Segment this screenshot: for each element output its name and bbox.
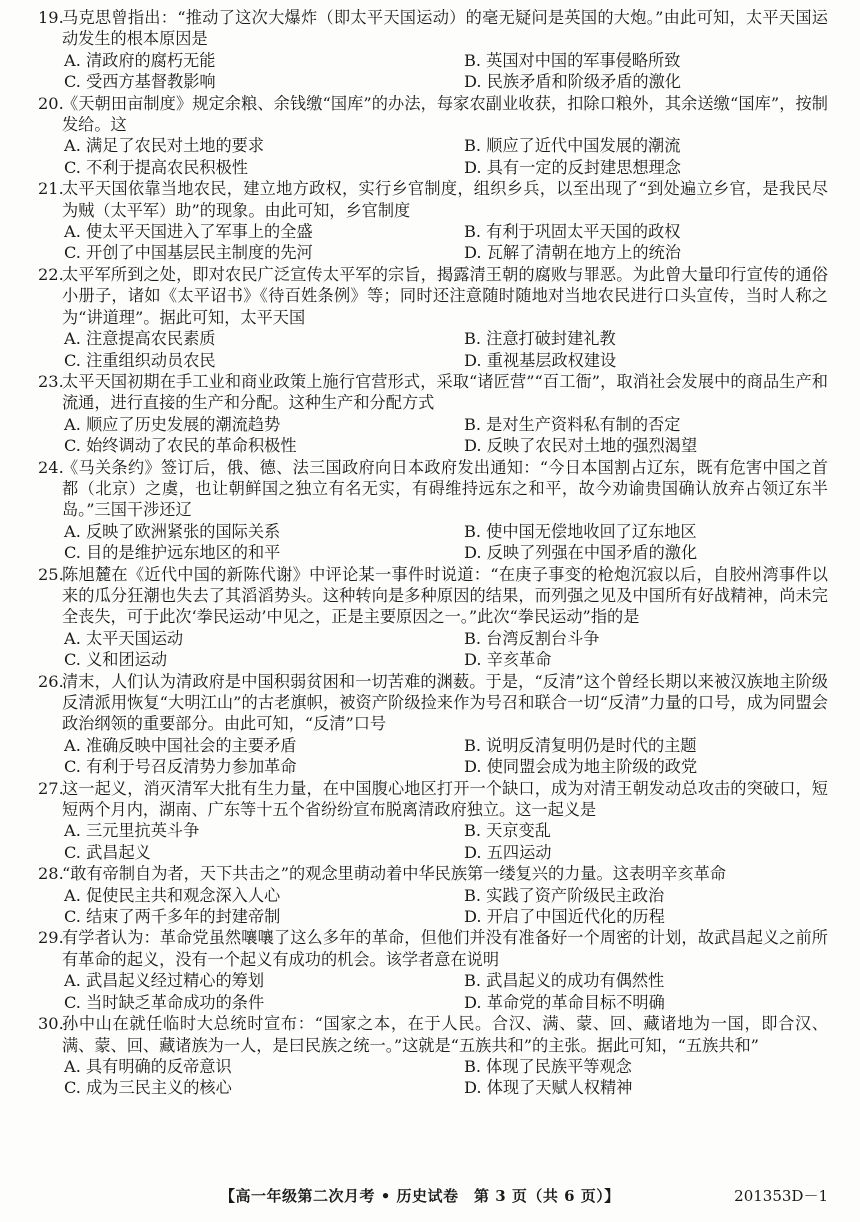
answer-option: C. 目的是维护远东地区的和平	[64, 543, 281, 563]
question-number: 30.	[38, 1014, 64, 1034]
question-number: 19.	[38, 8, 64, 27]
question-text: 马克思曾指出：“推动了这次大爆炸（即太平天国运动）的毫无疑问是英国的大炮。”由此可知，太平天国运动发生的根本原因是	[62, 8, 828, 49]
paper-code: 201353D－1	[734, 1187, 828, 1205]
option-list	[38, 885, 828, 928]
question-number: 21.	[38, 179, 64, 199]
question-stem	[38, 7, 828, 50]
option-list	[38, 735, 828, 778]
question-text: 陈旭麓在《近代中国的新陈代谢》中评论某一事件时说道：“在庚子事变的枪炮沉寂以后，自胶州湾事件以来的瓜分狂潮也失去了其滔滔势头。这种转向是多种原因的结果，而列强之见及中国所有好战精神，尚未完全丧失，可于此次‘拳民运动’中见之，正是主要原因之一。”此次“拳民运动”指的是	[62, 564, 828, 627]
answer-option: C. 注重组织动员农民	[64, 350, 216, 370]
answer-option: B. 顺应了近代中国发展的潮流	[464, 136, 681, 156]
question-item	[38, 93, 828, 179]
answer-option: C. 成为三民主义的核心	[64, 1078, 232, 1098]
page-footer	[0, 1185, 860, 1207]
question-stem	[38, 778, 828, 821]
question-item	[38, 457, 828, 564]
answer-option: A. 促使民主共和观念深入人心	[64, 885, 281, 905]
answer-option: B. 有利于巩固太平天国的政权	[464, 222, 681, 242]
answer-option: A. 反映了欧洲紧张的国际关系	[64, 521, 281, 541]
question-text: 这一起义，消灭清军大批有生力量，在中国腹心地区打开一个缺口，成为对清王朝发动总攻击的突破口，短短两个月内，湖南、广东等十五个省纷纷宣布脱离清政府独立。这一起义是	[62, 778, 828, 820]
question-text: 太平天国依靠当地农民，建立地方政权，实行乡官制度，组织乡兵，以至出现了“到处遍立乡官，是我民尽为贼（太平军）助”的现象。由此可知，乡官制度	[62, 179, 828, 220]
question-number: 22.	[38, 264, 64, 284]
question-text: “敢有帝制自为者，天下共击之”的观念里萌动着中华民族第一缕复兴的力量。这表明辛亥革命	[62, 864, 727, 884]
question-item	[38, 778, 828, 864]
answer-option: A. 准确反映中国社会的主要矛盾	[64, 735, 297, 755]
answer-option: D. 使同盟会成为地主阶级的政党	[464, 757, 698, 777]
question-number: 27.	[38, 778, 64, 798]
answer-option: A. 清政府的腐朽无能	[64, 50, 216, 70]
answer-option: D. 辛亥革命	[464, 650, 552, 670]
answer-option: A. 武昌起义经过精心的筹划	[64, 971, 265, 991]
answer-option: D. 开启了中国近代化的历程	[464, 907, 665, 927]
question-stem	[38, 371, 828, 414]
question-stem	[38, 1013, 828, 1056]
question-item	[38, 7, 828, 93]
question-stem	[38, 863, 828, 884]
answer-option: B. 体现了民族平等观念	[464, 1056, 632, 1076]
question-list	[38, 7, 828, 1099]
answer-option: D. 瓦解了清朝在地方上的统治	[464, 243, 681, 263]
question-stem	[38, 564, 828, 628]
answer-option: B. 武昌起义的成功有偶然性	[464, 971, 665, 991]
option-list	[38, 221, 828, 264]
answer-option: D. 重视基层政权建设	[464, 350, 617, 370]
answer-option: A. 顺应了历史发展的潮流趋势	[64, 414, 281, 434]
answer-option: C. 开创了中国基层民主制度的先河	[64, 243, 313, 263]
question-item	[38, 863, 828, 927]
answer-option: C. 武昌起义	[64, 842, 151, 862]
question-stem	[38, 457, 828, 521]
question-stem	[38, 264, 828, 328]
option-list	[38, 328, 828, 371]
question-item	[38, 371, 828, 457]
answer-option: A. 三元里抗英斗争	[64, 821, 200, 841]
option-list	[38, 970, 828, 1013]
option-list	[38, 1056, 828, 1099]
answer-option: C. 有利于号召反清势力参加革命	[64, 757, 297, 777]
answer-option: C. 结束了两千多年的封建帝制	[64, 907, 281, 927]
answer-option: C. 始终调动了农民的革命积极性	[64, 436, 297, 456]
option-list	[38, 414, 828, 457]
question-number: 26.	[38, 671, 64, 691]
question-text: 有学者认为：革命党虽然嚷嚷了这么多年的革命，但他们并没有准备好一个周密的计划，故武昌起义之前所有革命的起义，没有一个起义有成功的机会。该学者意在说明	[62, 928, 828, 969]
answer-option: D. 反映了农民对土地的强烈渴望	[464, 436, 698, 456]
question-text: 太平军所到之处，即对农民广泛宣传太平军的宗旨，揭露清王朝的腐败与罪恶。为此曾大量印行宣传的通俗小册子，诸如《太平诏书》《待百姓条例》等；同时还注意随时随地对当地农民进行口头宣传，当时人称之为“讲道理”。据此可知，太平天国	[62, 264, 828, 327]
question-stem	[38, 671, 828, 735]
question-item	[38, 671, 828, 778]
question-text: 《马关条约》签订后，俄、德、法三国政府向日本政府发出通知：“今日本国割占辽东，既有危害中国之首都（北京）之虞，也让朝鲜国之独立有名无实，有碍维持远东之和平，故今劝谕贵国确认放弃占领辽东半岛。”三国干涉还辽	[62, 457, 828, 520]
answer-option: D. 革命党的革命目标不明确	[464, 992, 665, 1012]
question-text: 太平天国初期在手工业和商业政策上施行官营形式，采取“诸匠营”“百工衙”，取消社会发展中的商品生产和流通，进行直接的生产和分配。这种生产和分配方式	[62, 371, 828, 413]
answer-option: B. 天京变乱	[464, 821, 551, 841]
question-text: 清末，人们认为清政府是中国积弱贫困和一切苦难的渊薮。于是，“反清”这个曾经长期以来被汉族地主阶级反清派用恢复“大明江山”的古老旗帜，被资产阶级捡来作为号召和联合一切“反清”力量的口号，成为同盟会政治纲领的重要部分。由此可知，“反清”口号	[62, 671, 828, 734]
answer-option: A. 使太平天国进入了军事上的全盛	[64, 222, 313, 242]
option-list	[38, 135, 828, 178]
answer-option: A. 太平天国运动	[64, 628, 184, 648]
answer-option: C. 不利于提高农民积极性	[64, 157, 248, 177]
answer-option: B. 实践了资产阶级民主政治	[464, 885, 665, 905]
answer-option: A. 满足了农民对土地的要求	[64, 136, 265, 156]
answer-option: B. 注意打破封建礼教	[464, 329, 616, 349]
question-number: 25.	[38, 564, 64, 584]
answer-option: B. 说明反清复明仍是时代的主题	[464, 735, 697, 755]
answer-option: D. 反映了列强在中国矛盾的激化	[464, 543, 698, 563]
question-number: 23.	[38, 371, 64, 391]
question-stem	[38, 927, 828, 970]
question-item	[38, 178, 828, 264]
footer-title: 【高一年级第二次月考 • 历史试卷 第 3 页（共 6 页）】	[220, 1187, 620, 1205]
question-text: 孙中山在就任临时大总统时宣布：“国家之本，在于人民。合汉、满、蒙、回、藏诸地为一国，即合汉、满、蒙、回、藏诸族为一人，是曰民族之统一。”这就是“五族共和”的主张。据此可知，“五族共和”	[62, 1014, 828, 1055]
answer-option: B. 英国对中国的军事侵略所致	[464, 50, 681, 70]
question-number: 28.	[38, 864, 64, 884]
question-item	[38, 1013, 828, 1099]
question-number: 20.	[38, 93, 64, 113]
question-number: 29.	[38, 928, 64, 948]
question-item	[38, 927, 828, 1013]
answer-option: D. 民族矛盾和阶级矛盾的激化	[464, 72, 681, 92]
option-list	[38, 50, 828, 93]
answer-option: D. 具有一定的反封建思想理念	[464, 157, 681, 177]
option-list	[38, 820, 828, 863]
answer-option: B. 使中国无偿地收回了辽东地区	[464, 521, 697, 541]
question-number: 24.	[38, 457, 64, 477]
question-text: 《天朝田亩制度》规定余粮、余钱缴“国库”的办法，每家农副业收获，扣除口粮外，其余送缴“国库”，按制发给。这	[62, 93, 828, 135]
answer-option: B. 台湾反割台斗争	[464, 628, 600, 648]
question-stem	[38, 93, 828, 136]
answer-option: C. 义和团运动	[64, 650, 168, 670]
question-stem	[38, 178, 828, 221]
answer-option: D. 体现了天赋人权精神	[464, 1078, 633, 1098]
question-item	[38, 264, 828, 371]
answer-option: D. 五四运动	[464, 842, 552, 862]
answer-option: B. 是对生产资料私有制的否定	[464, 414, 681, 434]
question-item	[38, 564, 828, 671]
option-list	[38, 521, 828, 564]
answer-option: C. 受西方基督教影响	[64, 72, 216, 92]
answer-option: C. 当时缺乏革命成功的条件	[64, 992, 265, 1012]
answer-option: A. 具有明确的反帝意识	[64, 1056, 232, 1076]
answer-option: A. 注意提高农民素质	[64, 329, 216, 349]
option-list	[38, 628, 828, 671]
